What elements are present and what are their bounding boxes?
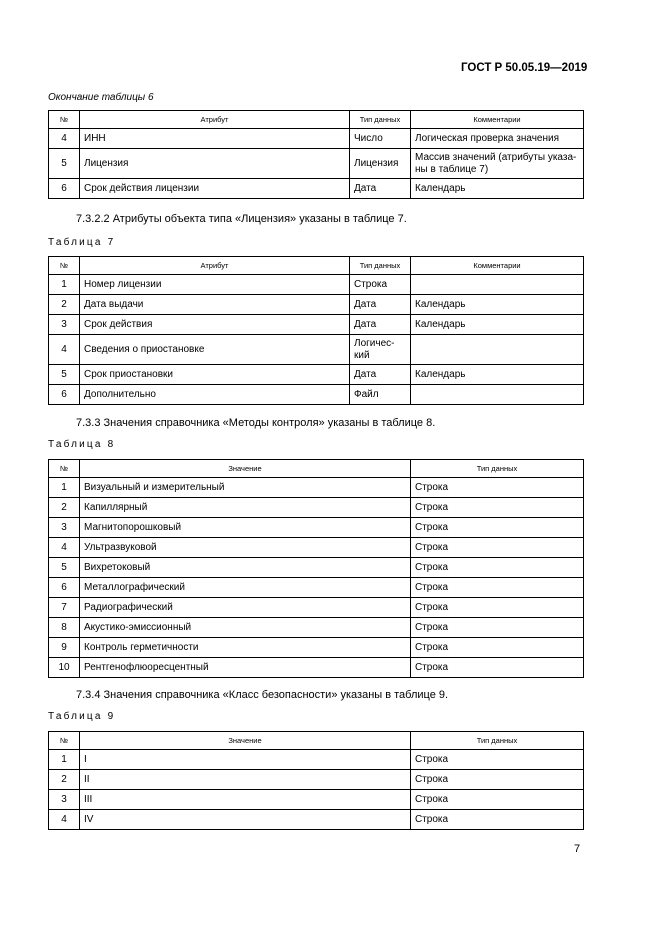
col-header: Атрибут: [80, 257, 350, 275]
col-header: Комментарии: [411, 111, 584, 129]
table-6-end: [48, 110, 584, 199]
cell-number: 1: [49, 275, 80, 295]
table-row: [49, 335, 584, 365]
cell-type: Строка: [411, 498, 584, 518]
cell-comment: Логическая проверка значения: [411, 129, 584, 149]
cell-type: Строка: [411, 598, 584, 618]
cell-number: 4: [49, 810, 80, 830]
cell-value: Магнитопорошковый: [80, 518, 411, 538]
cell-type: Строка: [411, 558, 584, 578]
cell-type: Строка: [411, 538, 584, 558]
table-7: [48, 256, 584, 405]
cell-value: Капиллярный: [80, 498, 411, 518]
table-row: [49, 598, 584, 618]
col-header: №: [49, 460, 80, 478]
cell-value: IV: [80, 810, 411, 830]
cell-comment: Массив значений (атрибуты указа-ны в таблице 7): [411, 149, 584, 179]
table-row: [49, 770, 584, 790]
cell-value: Акустико-эмиссионный: [80, 618, 411, 638]
table-row: [49, 149, 584, 179]
col-header: Комментарии: [411, 257, 584, 275]
col-header: №: [49, 257, 80, 275]
cell-number: 4: [49, 335, 80, 365]
cell-value: Контроль герметичности: [80, 638, 411, 658]
cell-attribute: ИНН: [80, 129, 350, 149]
table-row: [49, 790, 584, 810]
cell-type: Строка: [411, 518, 584, 538]
table-header-row: [49, 111, 584, 129]
table-row: [49, 558, 584, 578]
cell-number: 3: [49, 315, 80, 335]
col-header: Значение: [80, 460, 411, 478]
table-header-row: [49, 460, 584, 478]
table-9: [48, 731, 584, 830]
cell-type: Файл: [350, 385, 411, 405]
table-row: [49, 518, 584, 538]
table-8-title: Таблица 8: [48, 439, 116, 450]
cell-value: II: [80, 770, 411, 790]
col-header: Тип данных: [411, 460, 584, 478]
cell-number: 9: [49, 638, 80, 658]
cell-type: Строка: [411, 638, 584, 658]
table-row: [49, 750, 584, 770]
cell-number: 8: [49, 618, 80, 638]
table-row: [49, 179, 584, 199]
table-row: [49, 618, 584, 638]
table-row: [49, 638, 584, 658]
cell-type: Строка: [411, 770, 584, 790]
table-9-title: Таблица 9: [48, 711, 116, 722]
cell-type: Строка: [411, 478, 584, 498]
cell-attribute: Сведения о приостановке: [80, 335, 350, 365]
table-row: [49, 275, 584, 295]
table-7-title: Таблица 7: [48, 237, 116, 248]
table-header-row: [49, 257, 584, 275]
cell-number: 3: [49, 518, 80, 538]
cell-attribute: Срок действия лицензии: [80, 179, 350, 199]
cell-type: Строка: [411, 790, 584, 810]
cell-number: 5: [49, 365, 80, 385]
table-row: [49, 658, 584, 678]
col-header: Тип данных: [350, 111, 411, 129]
table-row: [49, 478, 584, 498]
cell-number: 7: [49, 598, 80, 618]
cell-value: Визуальный и измерительный: [80, 478, 411, 498]
cell-value: Радиографический: [80, 598, 411, 618]
table-row: [49, 129, 584, 149]
table-row: [49, 295, 584, 315]
cell-number: 1: [49, 750, 80, 770]
cell-value: I: [80, 750, 411, 770]
cell-number: 1: [49, 478, 80, 498]
cell-type: Дата: [350, 295, 411, 315]
table-row: [49, 538, 584, 558]
col-header: Атрибут: [80, 111, 350, 129]
cell-attribute: Дополнительно: [80, 385, 350, 405]
cell-type: Строка: [350, 275, 411, 295]
cell-value: Вихретоковый: [80, 558, 411, 578]
table-header-row: [49, 732, 584, 750]
cell-value: Металлографический: [80, 578, 411, 598]
cell-number: 6: [49, 578, 80, 598]
cell-attribute: Лицензия: [80, 149, 350, 179]
cell-type: Строка: [411, 618, 584, 638]
col-header: №: [49, 732, 80, 750]
cell-comment: Календарь: [411, 315, 584, 335]
cell-type: Строка: [411, 750, 584, 770]
cell-comment: Календарь: [411, 365, 584, 385]
cell-value: Рентгенофлюоресцентный: [80, 658, 411, 678]
cell-number: 10: [49, 658, 80, 678]
cell-attribute: Дата выдачи: [80, 295, 350, 315]
cell-attribute: Срок приостановки: [80, 365, 350, 385]
cell-type: Строка: [411, 578, 584, 598]
document-code: ГОСТ Р 50.05.19—2019: [461, 62, 588, 74]
cell-attribute: Срок действия: [80, 315, 350, 335]
cell-number: 6: [49, 179, 80, 199]
table-row: [49, 385, 584, 405]
col-header: Тип данных: [350, 257, 411, 275]
table-row: [49, 810, 584, 830]
cell-attribute: Номер лицензии: [80, 275, 350, 295]
cell-type: Дата: [350, 365, 411, 385]
cell-comment: [411, 335, 584, 365]
cell-type: Дата: [350, 315, 411, 335]
cell-number: 5: [49, 558, 80, 578]
paragraph-7-3-2-2: 7.3.2.2 Атрибуты объекта типа «Лицензия» указаны в таблице 7.: [76, 213, 407, 225]
cell-comment: Календарь: [411, 179, 584, 199]
table6-continuation-caption: Окончание таблицы 6: [48, 92, 154, 103]
cell-number: 2: [49, 498, 80, 518]
table-row: [49, 365, 584, 385]
cell-comment: [411, 275, 584, 295]
paragraph-7-3-4: 7.3.4 Значения справочника «Класс безопасности» указаны в таблице 9.: [76, 689, 449, 701]
cell-type: Строка: [411, 658, 584, 678]
table-row: [49, 578, 584, 598]
cell-comment: [411, 385, 584, 405]
cell-value: III: [80, 790, 411, 810]
cell-number: 4: [49, 538, 80, 558]
col-header: Тип данных: [411, 732, 584, 750]
table-row: [49, 498, 584, 518]
cell-type: Строка: [411, 810, 584, 830]
cell-type: Число: [350, 129, 411, 149]
cell-number: 2: [49, 770, 80, 790]
col-header: №: [49, 111, 80, 129]
cell-number: 4: [49, 129, 80, 149]
cell-type: Лицензия: [350, 149, 411, 179]
cell-type: Дата: [350, 179, 411, 199]
col-header: Значение: [80, 732, 411, 750]
page-number: 7: [574, 843, 581, 855]
cell-number: 5: [49, 149, 80, 179]
table-8: [48, 459, 584, 678]
table-row: [49, 315, 584, 335]
cell-comment: Календарь: [411, 295, 584, 315]
cell-number: 3: [49, 790, 80, 810]
cell-value: Ультразвуковой: [80, 538, 411, 558]
cell-number: 6: [49, 385, 80, 405]
cell-number: 2: [49, 295, 80, 315]
cell-type: Логичес-кий: [350, 335, 411, 365]
paragraph-7-3-3: 7.3.3 Значения справочника «Методы контроля» указаны в таблице 8.: [76, 417, 436, 429]
